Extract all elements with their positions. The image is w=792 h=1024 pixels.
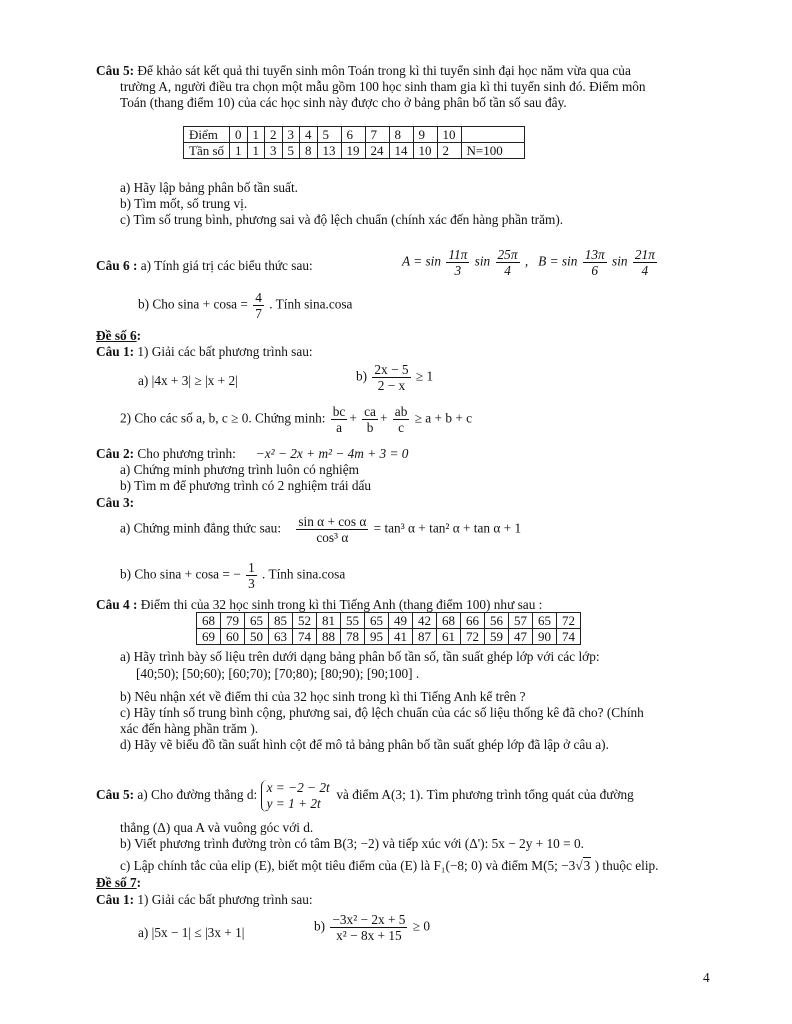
table-cell: 3 (282, 127, 300, 143)
table-cell: 68 (197, 613, 221, 629)
fraction: $\frac{13\pi}{6}$ (584, 247, 605, 278)
table-cell: 69 (197, 629, 221, 645)
de6-c2b: b) Tìm m để phương trình có 2 nghiệm trái dấu (120, 478, 372, 493)
table-cell: 78 (341, 629, 365, 645)
table-cell: 85 (269, 613, 293, 629)
de6-heading: Đề số 6: (96, 328, 142, 343)
de6-c5b: b) Viết phương trình đường tròn có tâm B(3; −2) và tiếp xúc với (Δ'): 5x − 2y + 10 = 0. (120, 836, 584, 851)
table-cell: 59 (485, 629, 509, 645)
table-cell: 13 (317, 143, 341, 159)
q5-line1 (96, 63, 631, 79)
de6-c2-line: Câu 2: Cho phương trình: −x² − 2x + m² − 4m + 3 = 0 (96, 446, 409, 461)
table-cell: 95 (365, 629, 389, 645)
de6-c4-line: Câu 4 : Điểm thi của 32 học sinh trong kì thi Tiếng Anh (thang điểm 100) như sau : (96, 597, 543, 612)
fraction: $\frac{bc}{a}$ (332, 404, 346, 435)
table-cell: 72 (461, 629, 485, 645)
fraction: $\frac{ca}{b}$ (364, 404, 376, 435)
table-cell: 19 (341, 143, 365, 159)
table-cell: 65 (533, 613, 557, 629)
equation-system: x = −2 − 2t y = 1 + 2t (261, 780, 330, 812)
table-cell: 1 (247, 143, 265, 159)
q6-label: Câu 6 : (96, 258, 138, 273)
de6-c4c2: xác đến hàng phần trăm ). (120, 721, 259, 736)
table-cell: 87 (413, 629, 437, 645)
q6-b-prefix: b) Cho sina + cosa = (138, 296, 248, 312)
fraction: $\frac{\text{−3x² − 2x + 5}}{\text{x² − 8x + 15}}$ (332, 912, 406, 943)
table-cell: 1 (230, 143, 248, 159)
fraction: $\frac{21\pi}{4}$ (634, 247, 655, 278)
fraction: $\frac{25\pi}{4}$ (497, 247, 518, 278)
table-cell: 49 (389, 613, 413, 629)
table-cell: 65 (365, 613, 389, 629)
table-cell: 72 (557, 613, 581, 629)
table-cell: 74 (557, 629, 581, 645)
table-row (197, 613, 581, 629)
q6-line-a (96, 258, 313, 274)
table-cell: 4 (300, 127, 318, 143)
q6-b-suffix: . Tính sina.cosa (269, 296, 353, 312)
de6-c1b: b) $\frac{2x - 5}{2 - x}$ ≥ 1 (356, 362, 434, 393)
q6-a-text: a) Tính giá trị các biểu thức sau: (140, 258, 313, 273)
de6-c5c: c) Lập chính tắc của elip (E), biết một tiêu điểm của (E) là F₁(−8; 0) và điểm M(5; −3√3 ) thuộc elip. (120, 858, 659, 873)
table-cell: 42 (413, 613, 437, 629)
table-cell: 2 (265, 127, 283, 143)
table-cell: 79 (221, 613, 245, 629)
table-cell: 8 (389, 127, 413, 143)
table-cell: 6 (341, 127, 365, 143)
table-cell: 74 (293, 629, 317, 645)
de6-c5a-cont: thẳng (Δ) qua A và vuông góc với d. (120, 820, 314, 835)
table-cell: 9 (413, 127, 437, 143)
table-cell: 14 (389, 143, 413, 159)
expr-text: sin (474, 253, 491, 269)
q5-text-1: Để khảo sát kết quả thi tuyển sinh môn Toán trong kì thi tuyển sinh đại học năm vừa qua của (137, 63, 631, 78)
table-cell: 66 (461, 613, 485, 629)
fraction: $\frac{11\pi}{3}$ (448, 247, 468, 278)
table-cell (461, 127, 524, 143)
de6-c3-label: Câu 3: (96, 495, 135, 510)
expr-sep: , (524, 253, 529, 269)
de6-c1-2: 2) Cho các số a, b, c ≥ 0. Chứng minh: $\frac{bc}{a}$ + $\frac{ca}{b}$ + $\frac{ab}{c}$ ≥ a + b + c (120, 404, 473, 435)
fraction: $\frac{1}{3}$ (248, 560, 255, 591)
fraction: $\frac{\text{sin α + cos α}}{\text{cos³ α}}$ (298, 514, 367, 545)
table-cell: 81 (317, 613, 341, 629)
de6-c4c1: c) Hãy tính số trung bình cộng, phương sai, độ lệch chuẩn của các số liệu thống kê đã cho? (Chính (120, 705, 644, 720)
de7-c1a: a) |5x − 1| ≤ |3x + 1| (138, 925, 245, 940)
page-number: 4 (703, 970, 710, 985)
de6-c1a: a) |4x + 3| ≥ |x + 2| (138, 373, 238, 388)
de6-c1-line (96, 344, 313, 360)
table-cell: 50 (245, 629, 269, 645)
expr-b-prefix: B = sin (538, 253, 578, 269)
table-cell: 3 (265, 143, 283, 159)
de7-c1-line: Câu 1: 1) Giải các bất phương trình sau: (96, 892, 313, 907)
q6-line-b (138, 290, 352, 321)
fraction: $\frac{2x - 5}{2 - x}$ (374, 362, 409, 393)
table-cell: 1 (247, 127, 265, 143)
q5-b: b) Tìm mốt, số trung vị. (120, 196, 248, 211)
q5-c: c) Tìm số trung bình, phương sai và độ lệch chuẩn (chính xác đến hàng phần trăm). (120, 212, 564, 227)
expr-text: sin (612, 253, 628, 269)
de6-c4d: d) Hãy vẽ biểu đồ tần suất hình cột để mô tả bảng phân bố tần suất ghép lớp đã lập ở câu a). (120, 737, 609, 752)
table-cell: 7 (365, 127, 389, 143)
de6-c5-line: Câu 5: a) Cho đường thẳng d: x = −2 − 2t y = 1 + 2t và điểm A(3; 1). Tìm phương trình tổng quát của đường (96, 780, 634, 811)
table-cell: 8 (300, 143, 318, 159)
frequency-table (183, 126, 525, 159)
table-cell: 41 (389, 629, 413, 645)
de6-c4b: b) Nêu nhận xét về điểm thi của 32 học sinh trong kì thi Tiếng Anh kể trên ? (120, 689, 526, 704)
scores-table (196, 612, 581, 645)
table-row (184, 143, 525, 159)
table-cell: 52 (293, 613, 317, 629)
expr-a-prefix: A = sin (402, 253, 442, 269)
table-cell: 88 (317, 629, 341, 645)
fraction: $\frac{ab}{c}$ (394, 404, 408, 435)
table-cell: 65 (245, 613, 269, 629)
de6-c1-text: 1) Giải các bất phương trình sau: (137, 344, 313, 359)
de7-c1b: b) $\frac{\text{−3x² − 2x + 5}}{\text{x² − 8x + 15}}$ ≥ 0 (314, 912, 431, 943)
table-cell: 5 (317, 127, 341, 143)
table-cell: Tần số (184, 143, 230, 159)
de6-c3b: b) Cho sina + cosa = − $\frac{1}{3}$ . Tính sina.cosa (120, 560, 346, 591)
table-cell: 60 (221, 629, 245, 645)
table-cell: 57 (509, 613, 533, 629)
table-cell: 55 (341, 613, 365, 629)
de6-c4a-classes: [40;50); [50;60); [60;70); [70;80); [80;90); [90;100] . (136, 666, 420, 681)
table-cell: 61 (437, 629, 461, 645)
table-cell: 0 (230, 127, 248, 143)
q5-a: a) Hãy lập bảng phân bố tần suất. (120, 180, 298, 195)
table-cell: 5 (282, 143, 300, 159)
de6-c1-label: Câu 1: (96, 344, 135, 359)
table-cell: 2 (437, 143, 461, 159)
table-cell: 63 (269, 629, 293, 645)
table-cell: 68 (437, 613, 461, 629)
q6-expressions (402, 247, 659, 278)
table-cell: 47 (509, 629, 533, 645)
de6-c3a: a) Chứng minh đẳng thức sau: $\frac{\text{sin α + cos α}}{\text{cos³ α}}$ = tan³ α + tan² α + tan α + 1 (120, 514, 522, 545)
sqrt-icon: √ (575, 858, 583, 873)
table-row (184, 127, 525, 143)
table-cell: 56 (485, 613, 509, 629)
table-cell: 90 (533, 629, 557, 645)
table-row (197, 629, 581, 645)
table-cell: 24 (365, 143, 389, 159)
de6-c4a: a) Hãy trình bày số liệu trên dưới dạng bảng phân bố tần số, tần suất ghép lớp với các lớp: (120, 649, 600, 664)
fraction: $\frac{4}{7}$ (255, 290, 262, 321)
table-cell: N=100 (461, 143, 524, 159)
q5-line2: trường A, người điều tra chọn một mẫu gồm 100 học sinh tham gia kì thi tuyển sinh đó. Điểm môn (120, 79, 646, 94)
table-cell: 10 (437, 127, 461, 143)
q5-label: Câu 5: (96, 63, 135, 78)
de6-c2a: a) Chứng minh phương trình luôn có nghiệm (120, 462, 359, 477)
de7-heading: Đề số 7: (96, 875, 142, 890)
table-cell: Điểm (184, 127, 230, 143)
q5-line3: Toán (thang điểm 10) của các học sinh này được cho ở bảng phân bố tần số sau đây. (120, 95, 567, 110)
table-cell: 10 (413, 143, 437, 159)
